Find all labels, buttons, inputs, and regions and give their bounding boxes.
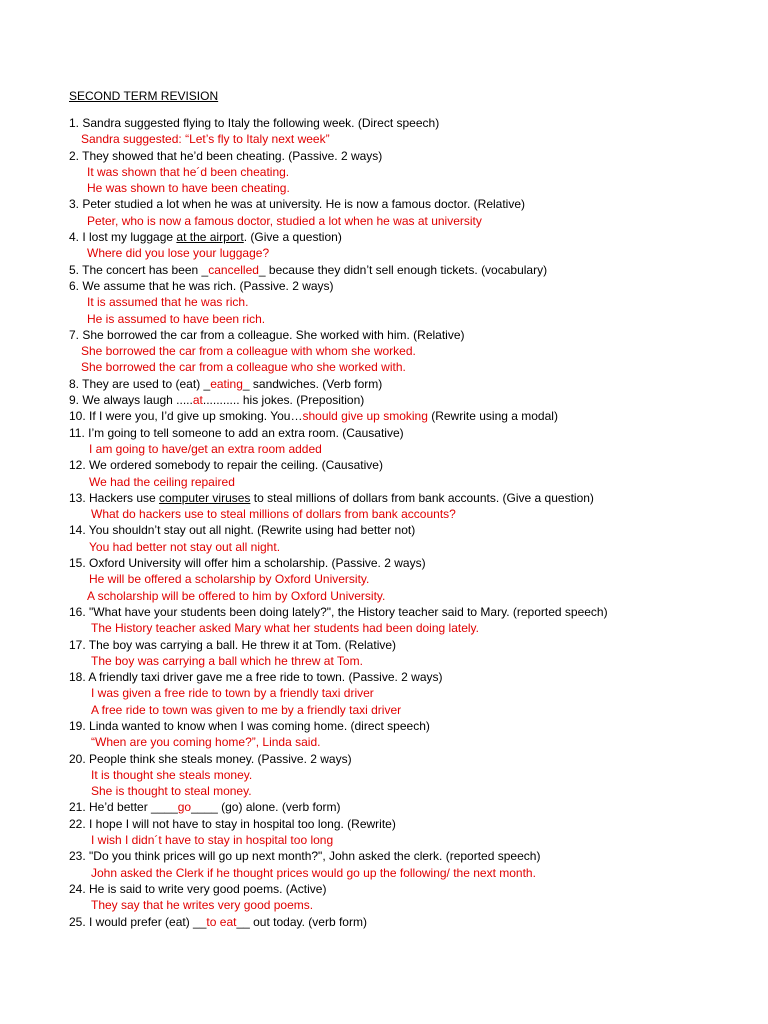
- question-7: 7. She borrowed the car from a colleague. She worked with him. (Relative): [69, 327, 465, 342]
- answer-2a: It was shown that he´d been cheating.: [87, 164, 290, 179]
- question-15: 15. Oxford University will offer him a scholarship. (Passive. 2 ways): [69, 556, 426, 571]
- question-6: 6. We assume that he was rich. (Passive. 2 ways): [69, 278, 334, 293]
- question-4-pre: 4. I lost my luggage: [69, 230, 177, 245]
- question-5-pre: 5. The concert has been _: [69, 262, 209, 277]
- answer-24: They say that he writes very good poems.: [91, 898, 314, 913]
- question-13-post: to steal millions of dollars from bank accounts. (Give a question): [250, 490, 594, 505]
- question-21-pre: 21. He’d better ____: [69, 800, 178, 815]
- question-10: [69, 408, 749, 424]
- question-10-post: (Rewrite using a modal): [427, 409, 558, 424]
- answer-7b: She borrowed the car from a colleague who she worked with.: [81, 360, 406, 375]
- question-10-answer: should give up smoking: [302, 409, 428, 424]
- question-25-pre: 25. I would prefer (eat) __: [69, 914, 207, 929]
- answer-20b: She is thought to steal money.: [91, 784, 252, 799]
- question-11: 11. I’m going to tell someone to add an extra room. (Causative): [69, 425, 404, 440]
- answer-11: I am going to have/get an extra room added: [89, 441, 322, 456]
- question-14: 14. You shouldn’t stay out all night. (Rewrite using had better not): [69, 523, 416, 538]
- question-20: 20. People think she steals money. (Passive. 2 ways): [69, 751, 352, 766]
- answer-1: Sandra suggested: “Let’s fly to Italy next week”: [81, 132, 330, 147]
- question-23: 23. "Do you think prices will go up next month?", John asked the clerk. (reported speech): [69, 849, 541, 864]
- question-19: 19. Linda wanted to know when I was coming home. (direct speech): [69, 718, 430, 733]
- answer-20a: It is thought she steals money.: [91, 767, 253, 782]
- question-25-answer: to eat: [206, 914, 237, 929]
- answer-4: Where did you lose your luggage?: [87, 246, 270, 261]
- question-13-pre: 13. Hackers use: [69, 490, 160, 505]
- answer-3: Peter, who is now a famous doctor, studied a lot when he was at university: [87, 213, 482, 228]
- question-9: [69, 392, 749, 408]
- question-9-pre: 9. We always laugh .....: [69, 393, 193, 408]
- answer-2b: He was shown to have been cheating.: [87, 181, 290, 196]
- answer-18a: I was given a free ride to town by a friendly taxi driver: [91, 686, 374, 701]
- answer-6b: He is assumed to have been rich.: [87, 311, 266, 326]
- question-5-answer: cancelled: [208, 262, 259, 277]
- question-8-pre: 8. They are used to (eat) _: [69, 376, 211, 391]
- question-8: [69, 376, 749, 392]
- question-4-underlined: at the airport: [176, 230, 244, 245]
- question-13-underlined: computer viruses: [159, 490, 251, 505]
- question-5: [69, 262, 749, 278]
- question-4-post: . (Give a question): [243, 230, 342, 245]
- question-9-answer: at: [192, 393, 203, 408]
- question-5-post: _ because they didn’t sell enough tickets. (vocabulary): [258, 262, 548, 277]
- question-16: 16. "What have your students been doing lately?", the History teacher said to Mary. (reported speech): [69, 604, 608, 619]
- question-18: 18. A friendly taxi driver gave me a free ride to town. (Passive. 2 ways): [69, 670, 443, 685]
- question-8-answer: eating: [210, 376, 243, 391]
- question-25-post: __ out today. (verb form): [236, 914, 367, 929]
- answer-14: You had better not stay out all night.: [89, 539, 281, 554]
- question-13: [69, 490, 749, 506]
- question-9-post: ........... his jokes. (Preposition): [202, 393, 365, 408]
- answer-23: John asked the Clerk if he thought prices would go up the following/ the next month.: [91, 865, 536, 880]
- question-24: 24. He is said to write very good poems. (Active): [69, 881, 327, 896]
- question-1: 1. Sandra suggested flying to Italy the following week. (Direct speech): [69, 116, 440, 130]
- answer-7a: She borrowed the car from a colleague with whom she worked.: [81, 344, 416, 359]
- answer-15a: He will be offered a scholarship by Oxford University.: [89, 572, 370, 587]
- question-10-pre: 10. If I were you, I’d give up smoking. You…: [69, 409, 303, 424]
- question-21: [69, 799, 749, 815]
- answer-15b: A scholarship will be offered to him by Oxford University.: [87, 588, 386, 603]
- answer-19: “When are you coming home?”, Linda said.: [91, 735, 321, 750]
- answer-16: The History teacher asked Mary what her students had been doing lately.: [91, 621, 479, 636]
- answer-13: What do hackers use to steal millions of dollars from bank accounts?: [91, 507, 456, 522]
- answer-17: The boy was carrying a ball which he threw at Tom.: [91, 653, 363, 668]
- answer-6a: It is assumed that he was rich.: [87, 295, 249, 310]
- question-4: [69, 229, 749, 245]
- answer-22: I wish I didn´t have to stay in hospital too long: [91, 833, 334, 848]
- question-25: [69, 914, 749, 930]
- page-title: SECOND TERM REVISION: [69, 89, 219, 103]
- revision-list: [69, 115, 749, 930]
- question-12: 12. We ordered somebody to repair the ceiling. (Causative): [69, 458, 383, 473]
- answer-12: We had the ceiling repaired: [89, 474, 235, 489]
- question-3: 3. Peter studied a lot when he was at university. He is now a famous doctor. (Relative): [69, 197, 525, 212]
- answer-18b: A free ride to town was given to me by a friendly taxi driver: [91, 702, 402, 717]
- question-8-post: _ sandwiches. (Verb form): [242, 376, 383, 391]
- question-2: 2. They showed that he’d been cheating. (Passive. 2 ways): [69, 148, 383, 163]
- question-21-answer: go: [177, 800, 192, 815]
- question-17: 17. The boy was carrying a ball. He threw it at Tom. (Relative): [69, 637, 397, 652]
- question-22: 22. I hope I will not have to stay in hospital too long. (Rewrite): [69, 816, 396, 831]
- question-21-post: ____ (go) alone. (verb form): [191, 800, 341, 815]
